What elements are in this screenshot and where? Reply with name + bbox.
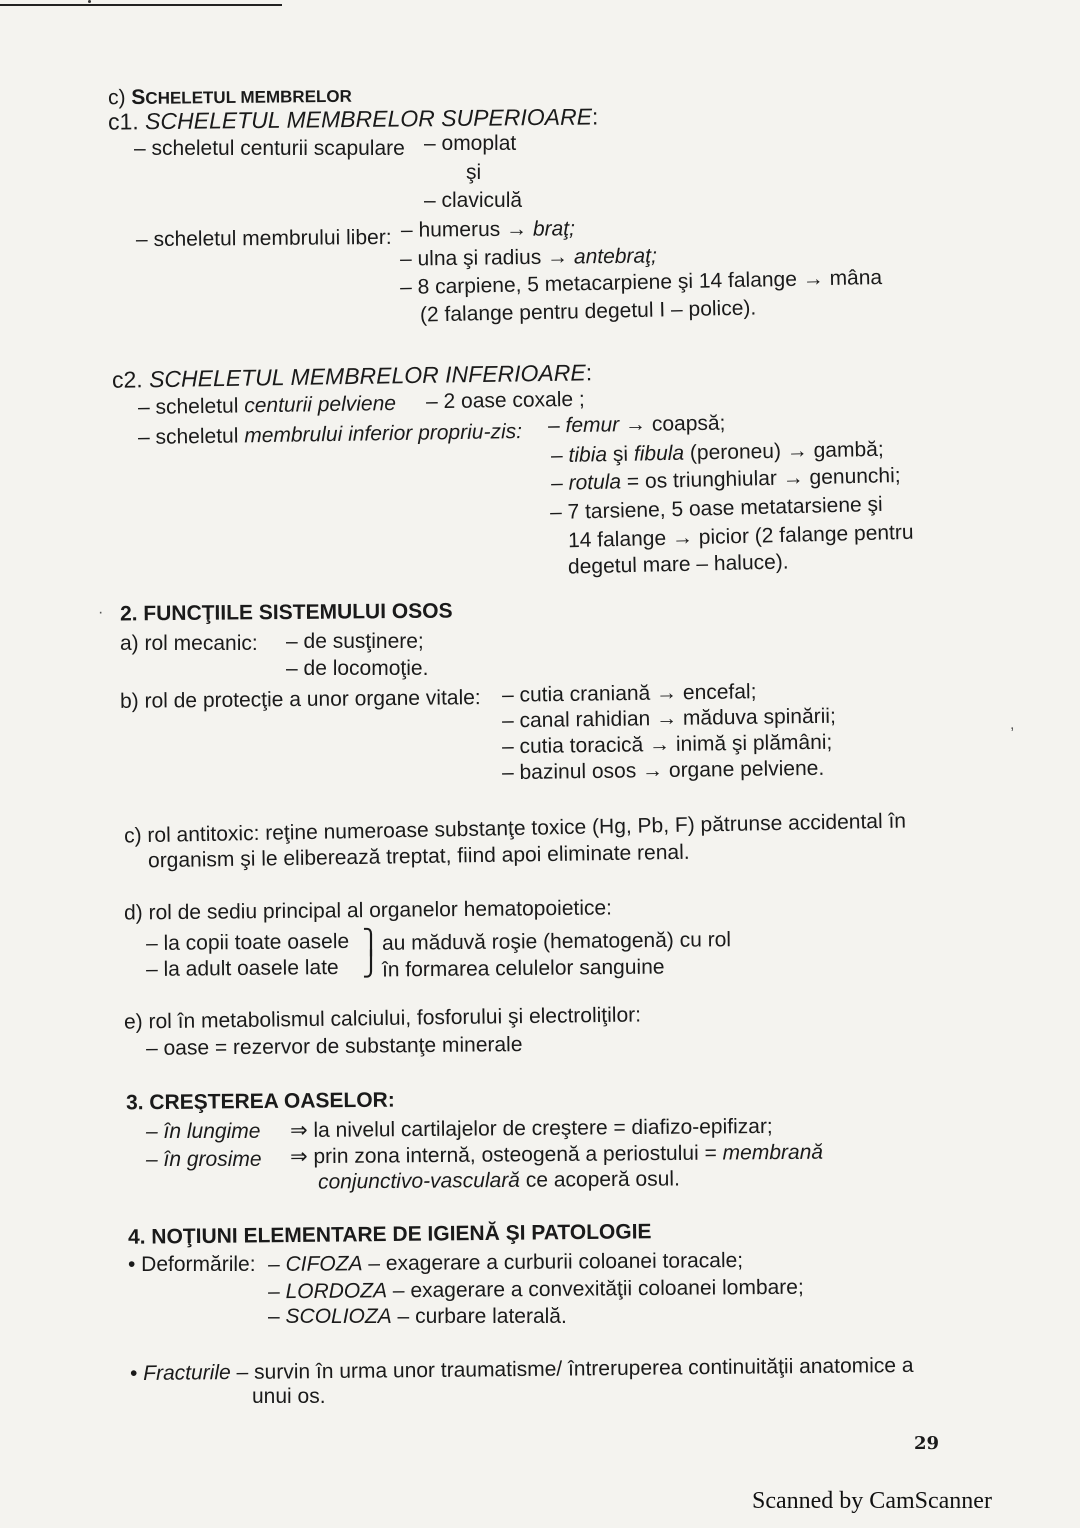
c2-membru-inferior: – scheletul membrului inferior propriu-zis: bbox=[137, 419, 523, 450]
c1-falange: (2 falange pentru degetul I – police). bbox=[419, 296, 757, 327]
s2d-formarea: în formarea celulelor sanguine bbox=[381, 955, 665, 982]
c2-femur: – femur → coapsă; bbox=[547, 411, 726, 438]
margin-mark: , bbox=[1010, 716, 1015, 733]
c1-scapular-line: – scheletul centurii scapulare bbox=[134, 137, 405, 160]
camscanner-watermark: Scanned by CamScanner bbox=[752, 1488, 992, 1514]
c2-haluce: degetul mare – haluce). bbox=[567, 550, 789, 579]
c2-rotula: – rotula = os triunghiular → genunchi; bbox=[550, 464, 901, 495]
s2a-label: a) rol mecanic: bbox=[120, 632, 258, 655]
s2b-cutia-craniana: – cutia craniană → encefal; bbox=[501, 680, 757, 707]
s3-lungime: – în lungime bbox=[146, 1120, 261, 1143]
c1-heading: c1. SCHELETUL MEMBRELOR SUPERIOARE: bbox=[107, 103, 599, 135]
s4-deformarile-label: • Deformările: bbox=[128, 1253, 256, 1276]
s2d-adult: – la adult oasele late bbox=[145, 955, 339, 982]
section-3-heading: 3. CREŞTEREA OASELOR: bbox=[125, 1088, 395, 1115]
s2c-line-1: c) rol antitoxic: reţine numeroase substanţe toxice (Hg, Pb, F) pătrunse accidental în bbox=[123, 809, 907, 848]
c2-tibia: – tibia şi fibula (peroneu) → gambă; bbox=[550, 437, 884, 468]
s2e-heading: e) rol în metabolismul calciului, fosforului şi electroliţilor: bbox=[123, 1003, 642, 1034]
s2e-oase: – oase = rezervor de substanţe minerale bbox=[145, 1033, 523, 1060]
margin-dot: · bbox=[98, 604, 104, 621]
s2d-heading: d) rol de sediu principal al organelor hematopoietice: bbox=[123, 896, 613, 925]
c1-humerus: – humerus → braţ; bbox=[400, 217, 576, 242]
c1-membru-liber: – scheletul membrului liber: bbox=[135, 225, 392, 252]
s3-grosime: – în grosime bbox=[146, 1148, 262, 1171]
section-c-heading: c) SCHELETUL MEMBRELOR bbox=[107, 85, 352, 110]
s2b-canal-rahidian: – canal rahidian → măduva spinării; bbox=[501, 704, 837, 733]
section-4-heading: 4. NOŢIUNI ELEMENTARE DE IGIENĂ ŞI PATOLOGIE bbox=[127, 1220, 652, 1249]
c1-omoplat: – omoplat bbox=[424, 132, 517, 155]
s2d-brace-top: ⎫ bbox=[362, 929, 380, 956]
s2d-brace-bottom: ⎭ bbox=[362, 951, 380, 978]
s3-grosime-desc-2: conjunctivo-vasculară ce acoperă osul. bbox=[317, 1167, 680, 1194]
c2-coxale: – 2 oase coxale ; bbox=[425, 387, 585, 414]
s3-grosime-desc: ⇒ prin zona internă, osteogenă a periostului = membrană bbox=[289, 1140, 824, 1169]
section-2-heading: 2. FUNCŢIILE SISTEMULUI OSOS bbox=[119, 599, 453, 626]
s2d-copii: – la copii toate oasele bbox=[145, 929, 350, 956]
s3-lungime-desc: ⇒ la nivelul cartilajelor de creştere = diafizo-epifizar; bbox=[289, 1114, 773, 1143]
top-rule bbox=[0, 4, 282, 6]
s4-lordoza: – LORDOZA – exagerare a convexităţii coloanei lombare; bbox=[267, 1275, 804, 1304]
c1-ulna: – ulna şi radius → antebraţ; bbox=[399, 244, 657, 271]
c1-clavicula: – claviculă bbox=[424, 189, 523, 212]
s4-fracturile-2: unui os. bbox=[252, 1385, 326, 1408]
top-dot bbox=[88, 0, 91, 3]
s2a-sustinere: – de susţinere; bbox=[286, 630, 424, 653]
c2-falange: 14 falange → picior (2 falange pentru bbox=[567, 520, 914, 553]
c2-heading: c2. SCHELETUL MEMBRELOR INFERIOARE: bbox=[111, 359, 593, 393]
s4-fracturile: • Fracturile – survin în urma unor traumatisme/ întreruperea continuităţii anatomice a bbox=[129, 1353, 914, 1386]
s2c-line-2: organism şi le eliberează treptat, fiind apoi eliminate renal. bbox=[147, 840, 690, 873]
c2-tarsiene: – 7 tarsiene, 5 oase metatarsiene şi bbox=[549, 492, 883, 525]
s2d-maduva-rosie: au măduvă roşie (hematogenă) cu rol bbox=[381, 928, 732, 955]
s4-cifoza: – CIFOZA – exagerare a curburii coloanei toracale; bbox=[267, 1248, 744, 1277]
s4-scolioza: – SCOLIOZA – curbare laterală. bbox=[268, 1305, 567, 1328]
s2a-locomotie: – de locomoţie. bbox=[286, 657, 429, 680]
c1-si: şi bbox=[466, 161, 482, 184]
c2-centura-pelviana: – scheletul centurii pelviene bbox=[137, 391, 397, 420]
s2b-cutia-toracica: – cutia toracică → inimă şi plămâni; bbox=[501, 730, 833, 759]
c1-carpiene: – 8 carpiene, 5 metacarpiene şi 14 falange → mâna bbox=[399, 265, 883, 300]
page-number: 29 bbox=[914, 1433, 940, 1454]
s2b-label: b) rol de protecţie a unor organe vitale: bbox=[119, 686, 481, 713]
s2b-bazinul-osos: – bazinul osos → organe pelviene. bbox=[501, 756, 825, 785]
